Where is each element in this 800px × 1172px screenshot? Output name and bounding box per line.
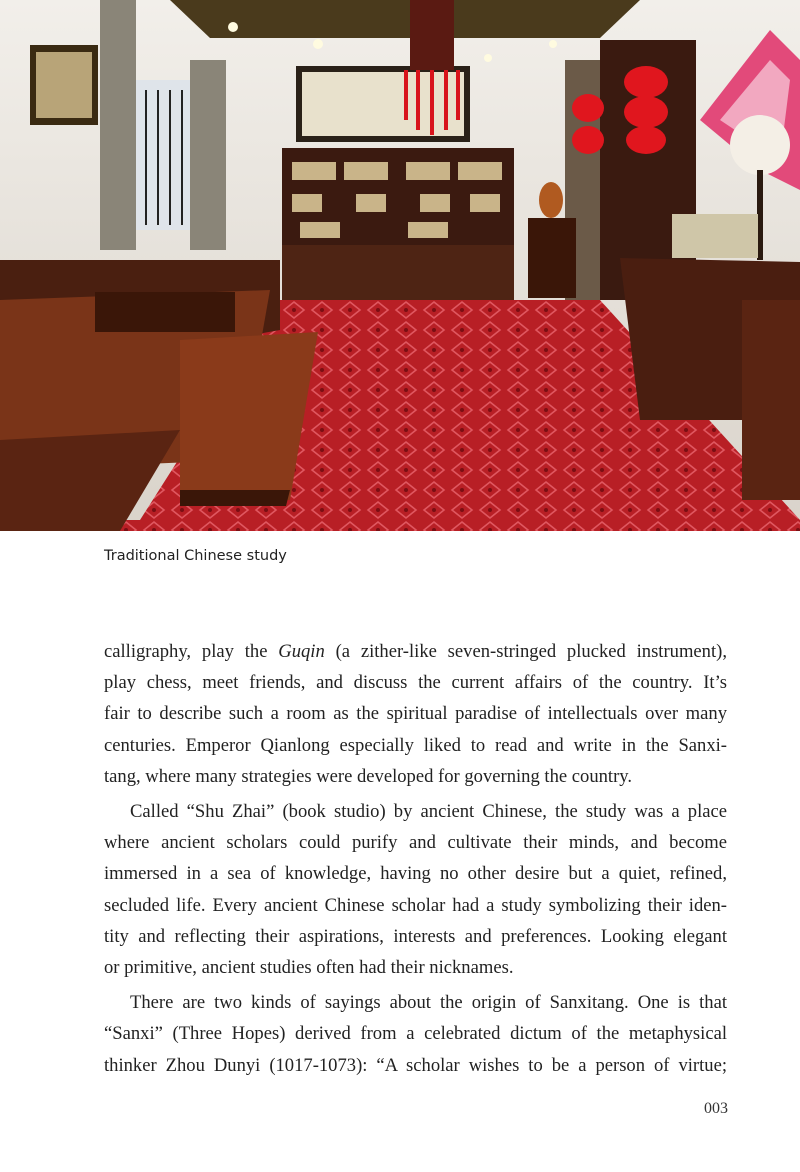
text-line: tity and reflecting their aspirations, interests and preferences. Looking elegant bbox=[104, 925, 727, 947]
text-line: play chess, meet friends, and discuss the current affairs of the country. It’s bbox=[104, 672, 727, 694]
photo-caption: Traditional Chinese study bbox=[104, 548, 287, 564]
text-line: Called “Shu Zhai” (book studio) by ancient Chinese, the study was a place bbox=[130, 801, 727, 823]
paragraph bbox=[104, 636, 727, 792]
text-line: “Sanxi” (Three Hopes) derived from a celebrated dictum of the metaphysical bbox=[104, 1023, 727, 1045]
text-line: secluded life. Every ancient Chinese scholar had a study symbolizing their iden- bbox=[104, 894, 727, 916]
paragraph bbox=[104, 987, 727, 1081]
paragraph bbox=[104, 796, 727, 983]
text-line: centuries. Emperor Qianlong especially liked to read and write in the Sanxi- bbox=[104, 734, 727, 756]
text-line: thinker Zhou Dunyi (1017-1073): “A scholar wishes to be a person of virtue; bbox=[104, 1054, 727, 1076]
body-text bbox=[104, 636, 727, 1081]
text-line: where ancient scholars could purify and cultivate their minds, and become bbox=[104, 832, 727, 854]
text-line: or primitive, ancient studies often had their nicknames. bbox=[104, 957, 514, 979]
page-number: 003 bbox=[704, 1100, 728, 1117]
text-line: There are two kinds of sayings about the origin of Sanxitang. One is that bbox=[130, 992, 727, 1014]
text-line: calligraphy, play the Guqin (a zither-like seven-stringed plucked instrument), bbox=[104, 641, 727, 662]
study-room-photo bbox=[0, 0, 800, 531]
text-line: immersed in a sea of knowledge, having no other desire but a quiet, refined, bbox=[104, 863, 727, 885]
guqin-term: Guqin bbox=[278, 641, 325, 662]
text-line: tang, where many strategies were developed for governing the country. bbox=[104, 765, 633, 787]
text-line: fair to describe such a room as the spiritual paradise of intellectuals over many bbox=[104, 703, 727, 725]
